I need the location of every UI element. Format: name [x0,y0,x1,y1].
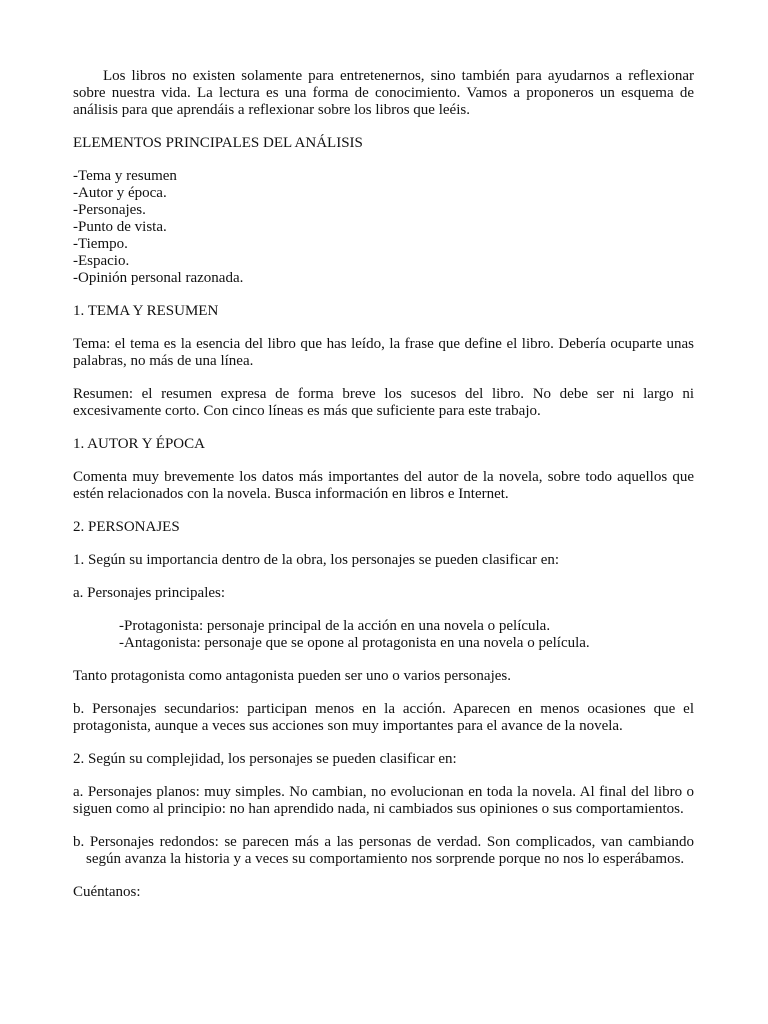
protagonista-item: -Protagonista: personaje principal de la acción en una novela o película. [119,618,551,634]
principales-label: a. Personajes principales: [73,585,226,601]
section-heading-personajes: 2. PERSONAJES [73,519,180,535]
document-page [73,68,694,901]
list-item: -Opinión personal razonada. [73,270,244,286]
principales-list [73,618,694,652]
section-heading-autor: 1. AUTOR Y ÉPOCA [73,436,205,452]
list-item: -Personajes. [73,202,146,218]
list-item: -Autor y época. [73,185,167,201]
secundarios-paragraph: b. Personajes secundarios: participan menos en la acción. Aparecen en menos ocasiones que el protagonista, aunque a veces sus acciones son muy importantes para el avance de la novela. [73,701,694,734]
list-item: -Tema y resumen [73,168,177,184]
antagonista-item: -Antagonista: personaje que se opone al protagonista en una novela o película. [119,635,590,651]
list-item: -Punto de vista. [73,219,167,235]
intro-paragraph: Los libros no existen solamente para entretenernos, sino también para ayudarnos a reflexionar sobre nuestra vida. La lectura es una forma de conocimiento. Vamos a proponeros un esquema de análisis para que aprendáis a reflexionar sobre los libros que leéis. [73,68,694,118]
section-heading-tema: 1. TEMA Y RESUMEN [73,303,219,319]
complejidad-intro: 2. Según su complejidad, los personajes se pueden clasificar en: [73,751,457,767]
importancia-intro: 1. Según su importancia dentro de la obra, los personajes se pueden clasificar en: [73,552,560,568]
redondos-paragraph: b. Personajes redondos: se parecen más a las personas de verdad. Son complicados, van cambiando según avanza la historia y a veces su comportamiento nos sorprende porque no nos lo esperábamos. [73,834,694,867]
resumen-paragraph: Resumen: el resumen expresa de forma breve los sucesos del libro. No debe ser ni largo ni excesivamente corto. Con cinco líneas es más que suficiente para este trabajo. [73,386,694,419]
list-item: -Espacio. [73,253,130,269]
list-item: -Tiempo. [73,236,128,252]
tema-paragraph: Tema: el tema es la esencia del libro que has leído, la frase que define el libro. Debería ocuparte unas palabras, no más de una línea. [73,336,694,369]
tanto-paragraph: Tanto protagonista como antagonista pueden ser uno o varios personajes. [73,668,512,684]
main-heading: ELEMENTOS PRINCIPALES DEL ANÁLISIS [73,135,363,151]
cuentanos-label: Cuéntanos: [73,884,141,900]
elements-list [73,168,694,287]
autor-paragraph: Comenta muy brevemente los datos más importantes del autor de la novela, sobre todo aquellos que estén relacionados con la novela. Busca información en libros e Internet. [73,469,694,502]
planos-paragraph: a. Personajes planos: muy simples. No cambian, no evolucionan en toda la novela. Al final del libro o siguen como al principio: no han aprendido nada, ni cambiados sus opiniones o sus comportamientos. [73,784,694,817]
